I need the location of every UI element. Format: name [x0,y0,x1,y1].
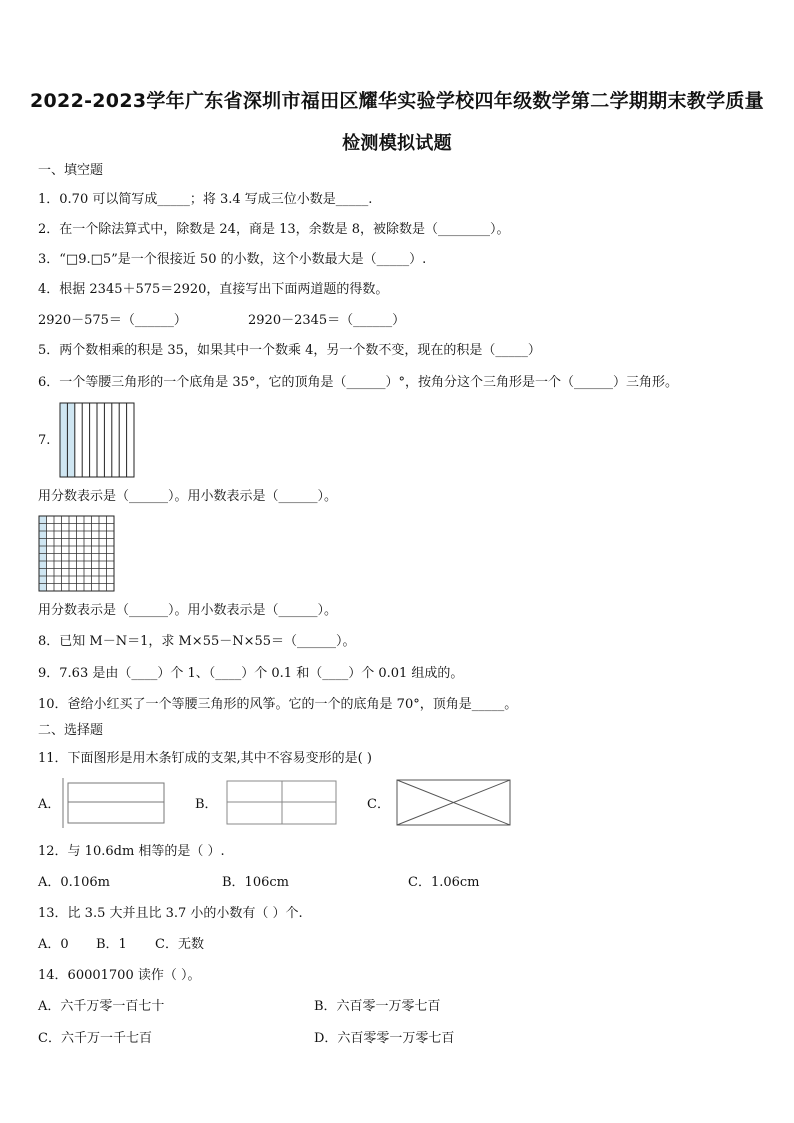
question-7-line2: 用分数表示是（______）。用小数表示是（______）。 [38,603,338,618]
q13-option-b: B．1 [96,937,127,952]
question-6: 6．一个等腰三角形的一个底角是 35°，它的顶角是（______）°，按角分这个三角形是一个（______）三角形。 [38,375,678,390]
q12-option-c: C．1.06cm [408,875,480,890]
question-3: 3．“□9.□5”是一个很接近 50 的小数，这个小数最大是（_____）. [38,252,427,267]
q11-option-b-figure [226,780,338,826]
figure-7b-grid [38,515,115,592]
q13-option-c: C．无数 [155,937,204,952]
shaded-strip [67,403,74,477]
exam-title-line1: 2022-2023学年广东省深圳市福田区耀华实验学校四年级数学第二学期期末教学质量 [30,90,764,112]
rectangle-with-cross-bars-figure [226,780,338,826]
q12-option-a: A．0.106m [38,875,110,890]
question-13: 13．比 3.5 大并且比 3.7 小的小数有（ ）个. [38,906,303,921]
section-fill-in-blank: 一、填空题 [38,163,104,178]
question-7-line1: 用分数表示是（______）。用小数表示是（______）。 [38,489,338,504]
q12-option-b: B．106cm [222,875,289,890]
question-11: 11．下面图形是用木条钉成的支架,其中不容易变形的是( ) [38,751,372,766]
question-1: 1．0.70 可以简写成_____；将 3.4 写成三位小数是_____. [38,192,373,207]
q14-option-a: A．六千万零一百七十 [38,999,165,1014]
question-8: 8．已知 M－N＝1，求 M×55－N×55＝（______）。 [38,634,356,649]
section-multiple-choice: 二、选择题 [38,723,104,738]
rectangle-with-diagonals-figure [396,779,512,827]
q11-option-a-label: A． [38,797,61,812]
figure-7b-svg [38,515,115,592]
question-2: 2．在一个除法算式中，除数是 24，商是 13，余数是 8，被除数是（________）。 [38,222,510,237]
question-4a: 2920－575＝（______） [38,313,187,328]
figure-7a-strips [59,402,135,478]
q11-option-b-label: B． [195,797,218,812]
question-4: 4．根据 2345＋575＝2920，直接写出下面两道题的得数。 [38,282,389,297]
question-4b: 2920－2345＝（______） [248,313,406,328]
q14-option-c: C．六千万一千七百 [38,1031,152,1046]
exam-title-line2: 检测模拟试题 [342,133,452,154]
shaded-strip [60,403,67,477]
q11-option-c-label: C． [367,797,390,812]
figure-7a-svg [59,402,135,478]
question-7-number: 7. [38,433,51,448]
question-10: 10．爸给小红买了一个等腰三角形的风筝。它的一个的底角是 70°，顶角是_____。 [38,697,518,712]
question-14: 14．60001700 读作（ ）。 [38,968,201,983]
question-9: 9．7.63 是由（____）个 1、（____）个 0.1 和（____）个 0.01 组成的。 [38,666,464,681]
rectangle-with-horizontal-bar-figure [62,778,166,828]
q14-option-b: B．六百零一万零七百 [314,999,441,1014]
question-5: 5．两个数相乘的积是 35，如果其中一个数乘 4，另一个数不变，现在的积是（_____） [38,343,541,358]
q11-option-a-figure [62,778,166,828]
q14-option-d: D．六百零零一万零七百 [314,1031,455,1046]
q13-option-a: A．0 [38,937,69,952]
q11-option-c-figure [396,779,512,827]
question-12: 12．与 10.6dm 相等的是（ ）. [38,844,225,859]
